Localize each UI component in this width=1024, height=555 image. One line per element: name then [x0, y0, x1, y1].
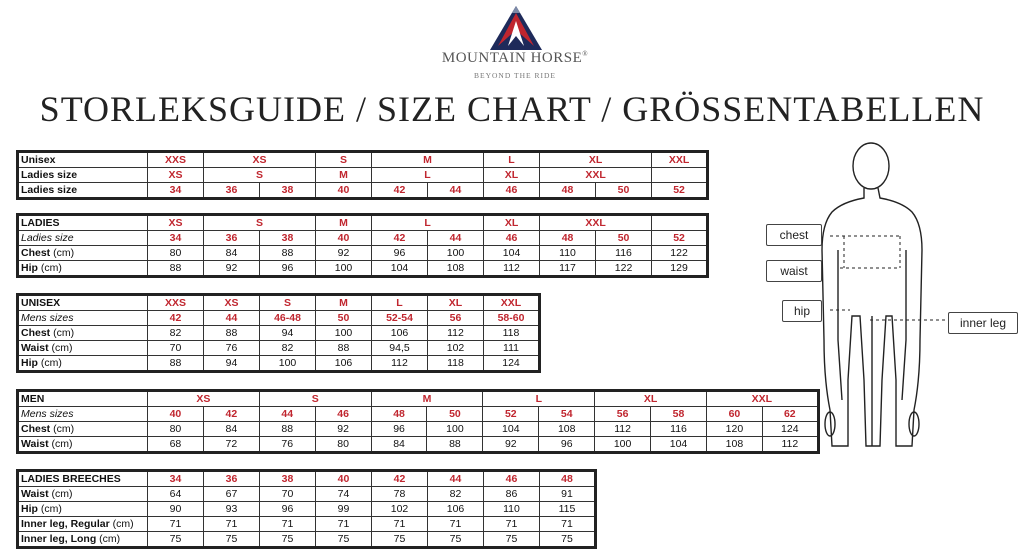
size-cell: 44 [428, 231, 484, 246]
value-cell: 75 [260, 532, 316, 548]
row-label [18, 261, 148, 277]
value-cell: 71 [540, 517, 596, 532]
row-label: MEN [18, 391, 148, 407]
value-cell: 88 [427, 437, 483, 453]
value-cell: 96 [260, 502, 316, 517]
row-label [18, 356, 148, 372]
value-cell: 111 [484, 341, 540, 356]
value-cell: 129 [652, 261, 708, 277]
value-cell: 94 [204, 356, 260, 372]
size-cell: L [372, 295, 428, 311]
size-cell: 50 [596, 183, 652, 199]
value-cell: 120 [706, 422, 762, 437]
value-cell: 118 [484, 326, 540, 341]
value-cell: 93 [204, 502, 260, 517]
size-cell: 60 [706, 407, 762, 422]
value-cell: 71 [484, 517, 540, 532]
size-cell: XS [204, 152, 316, 168]
value-cell: 84 [203, 422, 259, 437]
brand-name [400, 50, 630, 67]
value-cell: 110 [540, 246, 596, 261]
row-label [18, 341, 148, 356]
empty-cell [652, 215, 708, 231]
row-label-text: Waist [21, 488, 49, 500]
value-cell: 92 [483, 437, 539, 453]
value-cell: 88 [204, 326, 260, 341]
men-size-table [16, 389, 820, 454]
unit-label: (cm) [40, 357, 62, 369]
value-cell: 71 [372, 517, 428, 532]
value-cell: 117 [540, 261, 596, 277]
value-cell: 80 [148, 246, 204, 261]
size-cell: S [316, 152, 372, 168]
row-label-text: Waist [21, 342, 49, 354]
row-label [18, 487, 148, 502]
row-label [18, 422, 148, 437]
value-cell: 112 [762, 437, 818, 453]
row-label: Ladies size [18, 168, 148, 183]
table-row [18, 152, 708, 168]
size-cell: 50 [596, 231, 652, 246]
size-cell: XXL [484, 295, 540, 311]
ladies-size-table [16, 213, 709, 278]
value-cell: 100 [260, 356, 316, 372]
row-label-text: Chest [21, 327, 51, 339]
table-row [18, 326, 540, 341]
row-label [18, 532, 148, 548]
size-cell: 38 [260, 471, 316, 487]
hip-label: hip [782, 300, 822, 322]
size-cell: XS [148, 168, 204, 183]
row-label [18, 246, 148, 261]
table-row [18, 471, 596, 487]
row-label-text: Chest [21, 247, 51, 259]
value-cell: 75 [428, 532, 484, 548]
value-cell: 116 [596, 246, 652, 261]
size-cell: 36 [204, 231, 260, 246]
table-row [18, 341, 540, 356]
unit-label: (cm) [51, 488, 73, 500]
value-cell: 88 [148, 356, 204, 372]
value-cell: 88 [259, 422, 315, 437]
table-row [18, 532, 596, 548]
size-cell: 52-54 [372, 311, 428, 326]
value-cell: 72 [203, 437, 259, 453]
size-cell: 42 [372, 183, 428, 199]
size-cell: XL [540, 152, 652, 168]
value-cell: 104 [372, 261, 428, 277]
value-cell: 96 [371, 422, 427, 437]
size-cell: XXS [148, 152, 204, 168]
size-cell: XS [204, 295, 260, 311]
size-cell: 42 [372, 471, 428, 487]
size-cell: 40 [316, 231, 372, 246]
value-cell: 92 [204, 261, 260, 277]
value-cell: 115 [540, 502, 596, 517]
table-row [18, 246, 708, 261]
table-row [18, 487, 596, 502]
value-cell: 82 [428, 487, 484, 502]
size-cell: 52 [483, 407, 539, 422]
value-cell: 75 [204, 532, 260, 548]
value-cell: 78 [372, 487, 428, 502]
value-cell: 64 [148, 487, 204, 502]
value-cell: 112 [372, 356, 428, 372]
value-cell: 100 [427, 422, 483, 437]
size-cell: L [372, 168, 484, 183]
row-label-text: Hip [21, 357, 38, 369]
row-label: Ladies size [18, 183, 148, 199]
row-label: LADIES BREECHES [18, 471, 148, 487]
value-cell: 108 [428, 261, 484, 277]
registered-mark: ® [582, 50, 589, 58]
size-cell: XXL [706, 391, 818, 407]
size-cell: 52 [652, 183, 708, 199]
value-cell: 94 [260, 326, 316, 341]
value-cell: 74 [316, 487, 372, 502]
size-cell: 40 [316, 471, 372, 487]
size-cell: 34 [148, 471, 204, 487]
value-cell: 76 [259, 437, 315, 453]
empty-cell [652, 168, 708, 183]
size-conversion-table [16, 150, 709, 200]
size-cell: 62 [762, 407, 818, 422]
row-label-text: Inner leg, Regular [21, 518, 110, 530]
value-cell: 75 [148, 532, 204, 548]
row-label-text: Inner leg, Long [21, 533, 97, 545]
value-cell: 104 [483, 422, 539, 437]
size-cell: 50 [427, 407, 483, 422]
size-cell: 58 [651, 407, 707, 422]
size-cell: 44 [428, 183, 484, 199]
size-cell: M [316, 215, 372, 231]
value-cell: 71 [428, 517, 484, 532]
row-label-text: Hip [21, 503, 38, 515]
row-label-text: Waist [21, 438, 49, 450]
size-cell: 42 [148, 311, 204, 326]
value-cell: 108 [539, 422, 595, 437]
waist-label: waist [766, 260, 822, 282]
size-cell: 36 [204, 471, 260, 487]
unit-label: (cm) [99, 533, 121, 545]
size-cell: 50 [316, 311, 372, 326]
size-cell: 40 [316, 183, 372, 199]
row-label: Mens sizes [18, 311, 148, 326]
value-cell: 122 [652, 246, 708, 261]
value-cell: 122 [596, 261, 652, 277]
value-cell: 112 [428, 326, 484, 341]
size-cell: 46 [315, 407, 371, 422]
table-row [18, 437, 819, 453]
value-cell: 99 [316, 502, 372, 517]
value-cell: 94,5 [372, 341, 428, 356]
value-cell: 91 [540, 487, 596, 502]
table-row [18, 311, 540, 326]
value-cell: 96 [539, 437, 595, 453]
value-cell: 71 [148, 517, 204, 532]
chest-label: chest [766, 224, 822, 246]
value-cell: 80 [148, 422, 204, 437]
size-cell: 42 [372, 231, 428, 246]
unisex-size-table [16, 293, 541, 373]
size-cell: L [484, 152, 540, 168]
value-cell: 88 [260, 246, 316, 261]
size-cell: 34 [148, 183, 204, 199]
size-cell: 54 [539, 407, 595, 422]
value-cell: 106 [372, 326, 428, 341]
size-cell: M [372, 152, 484, 168]
value-cell: 71 [316, 517, 372, 532]
unit-label: (cm) [112, 518, 134, 530]
size-cell: L [372, 215, 484, 231]
size-cell: 44 [428, 471, 484, 487]
row-label-text: Chest [21, 423, 51, 435]
value-cell: 75 [540, 532, 596, 548]
size-cell: 56 [595, 407, 651, 422]
size-cell: XXL [540, 168, 652, 183]
size-cell: 40 [148, 407, 204, 422]
mountain-horse-logo [468, 4, 564, 52]
size-cell: 42 [203, 407, 259, 422]
size-cell: XS [148, 391, 260, 407]
table-row [18, 215, 708, 231]
unit-label: (cm) [40, 503, 62, 515]
ladies-breeches-table [16, 469, 597, 549]
value-cell: 100 [595, 437, 651, 453]
value-cell: 102 [428, 341, 484, 356]
table-row [18, 422, 819, 437]
row-label: Mens sizes [18, 407, 148, 422]
value-cell: 92 [316, 246, 372, 261]
value-cell: 118 [428, 356, 484, 372]
size-cell: M [371, 391, 483, 407]
size-cell: XL [428, 295, 484, 311]
size-cell: 38 [260, 183, 316, 199]
size-cell: 52 [652, 231, 708, 246]
value-cell: 67 [204, 487, 260, 502]
value-cell: 84 [371, 437, 427, 453]
brand-tagline: BEYOND THE RIDE [474, 71, 556, 80]
size-cell: 48 [540, 471, 596, 487]
value-cell: 104 [651, 437, 707, 453]
table-row [18, 407, 819, 422]
value-cell: 70 [260, 487, 316, 502]
value-cell: 116 [651, 422, 707, 437]
value-cell: 82 [260, 341, 316, 356]
size-cell: 36 [204, 183, 260, 199]
table-row [18, 391, 819, 407]
size-cell: 56 [428, 311, 484, 326]
table-row [18, 295, 540, 311]
brand-name-text: MOUNTAIN HORSE [441, 50, 583, 66]
value-cell: 102 [372, 502, 428, 517]
value-cell: 108 [706, 437, 762, 453]
size-cell: 44 [259, 407, 315, 422]
unit-label: (cm) [51, 438, 73, 450]
size-cell: M [316, 168, 372, 183]
size-cell: XXL [540, 215, 652, 231]
size-cell: XL [484, 215, 540, 231]
value-cell: 75 [484, 532, 540, 548]
table-row [18, 517, 596, 532]
table-row [18, 168, 708, 183]
value-cell: 82 [148, 326, 204, 341]
table-row [18, 183, 708, 199]
unit-label: (cm) [53, 423, 75, 435]
table-row [18, 356, 540, 372]
value-cell: 106 [428, 502, 484, 517]
size-cell: 48 [540, 231, 596, 246]
value-cell: 110 [484, 502, 540, 517]
size-cell: 46 [484, 471, 540, 487]
inner-leg-label: inner leg [948, 312, 1018, 334]
value-cell: 104 [484, 246, 540, 261]
row-label: Ladies size [18, 231, 148, 246]
value-cell: 88 [316, 341, 372, 356]
value-cell: 71 [204, 517, 260, 532]
table-row [18, 231, 708, 246]
table-row [18, 261, 708, 277]
size-cell: S [204, 215, 316, 231]
size-cell: 38 [260, 231, 316, 246]
size-cell: XL [484, 168, 540, 183]
value-cell: 80 [315, 437, 371, 453]
size-cell: S [259, 391, 371, 407]
size-cell: S [204, 168, 316, 183]
value-cell: 86 [484, 487, 540, 502]
row-label [18, 517, 148, 532]
body-measurement-figure [760, 140, 1024, 470]
unit-label: (cm) [53, 327, 75, 339]
row-label: Unisex [18, 152, 148, 168]
size-cell: XXL [652, 152, 708, 168]
size-cell: 58-60 [484, 311, 540, 326]
value-cell: 112 [595, 422, 651, 437]
value-cell: 71 [260, 517, 316, 532]
unit-label: (cm) [51, 342, 73, 354]
unit-label: (cm) [53, 247, 75, 259]
row-label-text: Hip [21, 262, 38, 274]
value-cell: 100 [428, 246, 484, 261]
value-cell: 84 [204, 246, 260, 261]
size-cell: XS [148, 215, 204, 231]
size-cell: 48 [540, 183, 596, 199]
size-cell: 34 [148, 231, 204, 246]
table-row [18, 502, 596, 517]
size-cell: 46-48 [260, 311, 316, 326]
row-label [18, 502, 148, 517]
value-cell: 100 [316, 326, 372, 341]
value-cell: 124 [762, 422, 818, 437]
size-cell: L [483, 391, 595, 407]
value-cell: 70 [148, 341, 204, 356]
value-cell: 76 [204, 341, 260, 356]
size-cell: 46 [484, 183, 540, 199]
value-cell: 106 [316, 356, 372, 372]
value-cell: 100 [316, 261, 372, 277]
size-cell: XXS [148, 295, 204, 311]
value-cell: 68 [148, 437, 204, 453]
value-cell: 92 [315, 422, 371, 437]
value-cell: 90 [148, 502, 204, 517]
size-cell: XL [595, 391, 707, 407]
value-cell: 96 [372, 246, 428, 261]
value-cell: 124 [484, 356, 540, 372]
value-cell: 112 [484, 261, 540, 277]
size-cell: 44 [204, 311, 260, 326]
page-title: STORLEKSGUIDE / SIZE CHART / GRÖSSENTABELLEN [39, 89, 985, 129]
value-cell: 96 [260, 261, 316, 277]
row-label [18, 326, 148, 341]
value-cell: 75 [316, 532, 372, 548]
size-cell: 48 [371, 407, 427, 422]
row-label [18, 437, 148, 453]
row-label: UNISEX [18, 295, 148, 311]
value-cell: 88 [148, 261, 204, 277]
row-label: LADIES [18, 215, 148, 231]
size-cell: M [316, 295, 372, 311]
unit-label: (cm) [40, 262, 62, 274]
value-cell: 75 [372, 532, 428, 548]
size-cell: S [260, 295, 316, 311]
size-cell: 46 [484, 231, 540, 246]
